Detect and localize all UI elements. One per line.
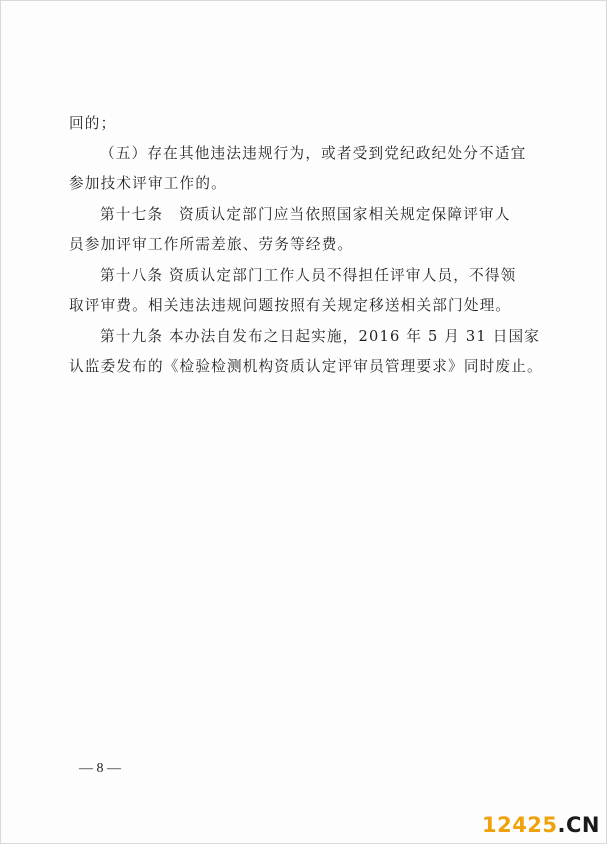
paragraph-line: 回的； [69, 115, 117, 132]
site-watermark [482, 813, 600, 837]
paragraph-line: 认监委发布的《检验检测机构资质认定评审员管理要求》同时废止。 [69, 358, 543, 375]
paragraph-line: 员参加评审工作所需差旅、劳务等经费。 [69, 236, 354, 253]
paragraph-line: 取评审费。相关违法违规问题按照有关规定移送相关部门处理。 [69, 297, 512, 314]
page-number: — 8 — [79, 761, 121, 776]
watermark-domain: .CN [557, 813, 600, 837]
paragraph-line: 第十八条 资质认定部门工作人员不得担任评审人员，不得领 [100, 267, 517, 284]
watermark-number: 12425 [481, 813, 558, 837]
paragraph-line: （五）存在其他违法违规行为，或者受到党纪政纪处分不适宜 [100, 145, 527, 162]
paragraph-line: 第十九条 本办法自发布之日起实施，2016 年 5 月 31 日国家 [100, 328, 541, 345]
paragraph-line: 参加技术评审工作的。 [69, 175, 227, 192]
paragraph-line: 第十七条 资质认定部门应当依照国家相关规定保障评审人 [100, 206, 511, 223]
